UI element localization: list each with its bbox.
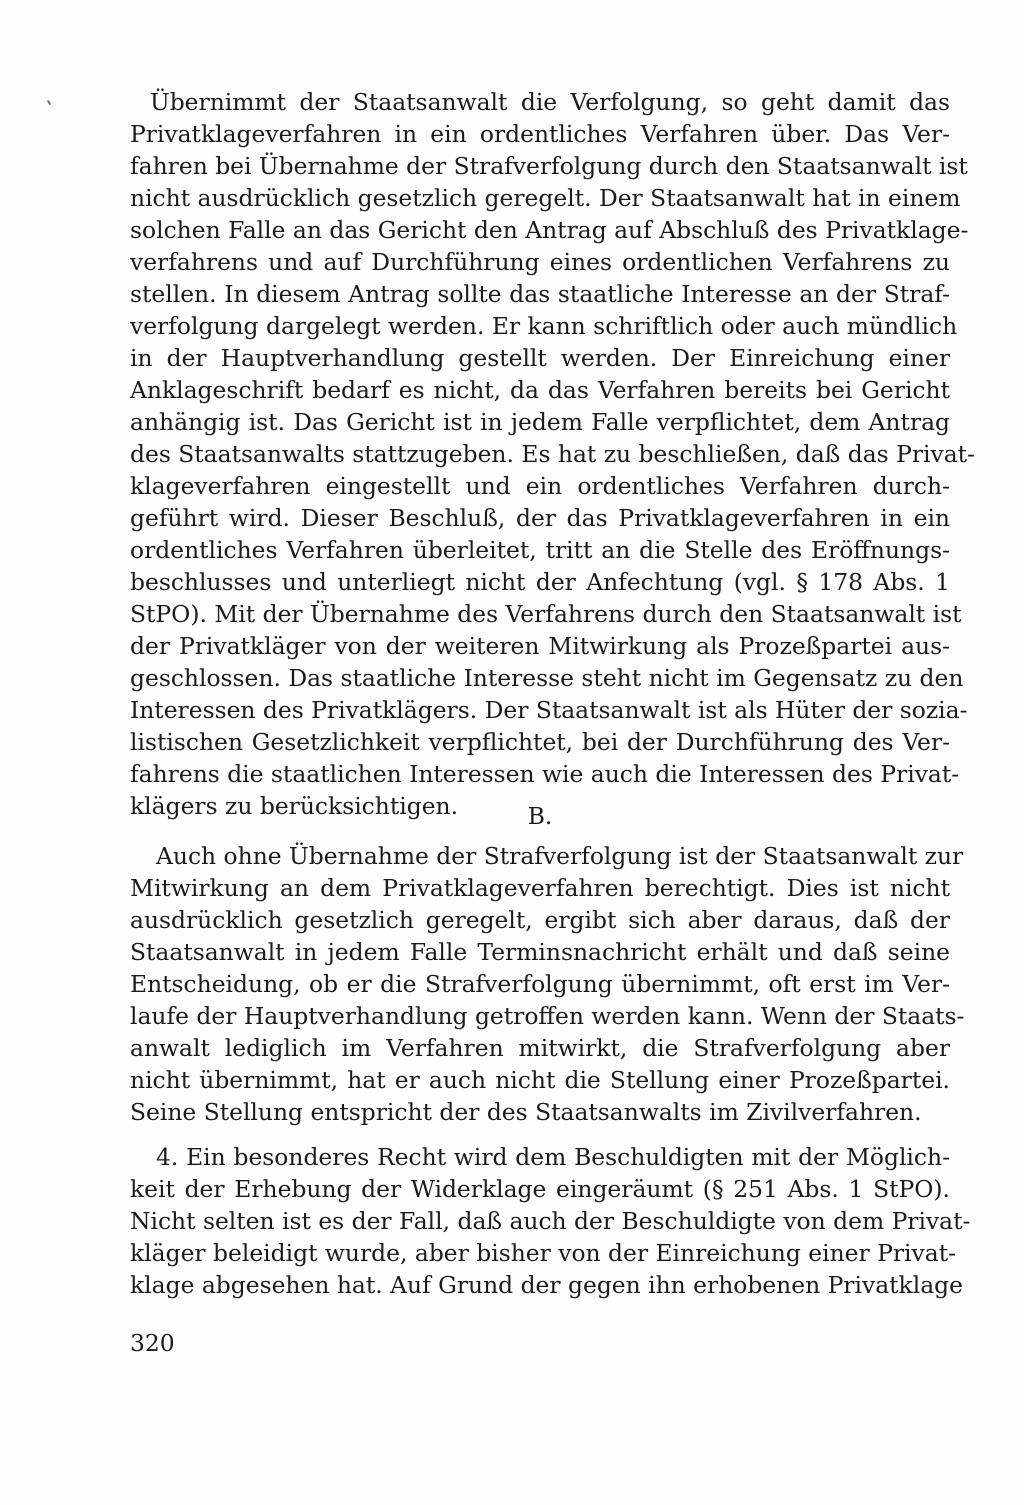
text-line: klageverfahren eingestellt und ein ordentliches Verfahren durch- (130, 472, 950, 500)
text-line: Privatklageverfahren in ein ordentliches Verfahren über. Das Ver- (130, 120, 950, 148)
paragraph-participation (130, 840, 965, 1128)
text-line: nicht ausdrücklich gesetzlich geregelt. Der Staatsanwalt hat in einem (130, 184, 961, 212)
text-line: Übernimmt der Staatsanwalt die Verfolgung, so geht damit das (150, 88, 950, 116)
text-line: Nicht selten ist es der Fall, daß auch der Beschuldigte von dem Privat- (130, 1207, 971, 1235)
text-line: geführt wird. Dieser Beschluß, der das Privatklageverfahren in ein (130, 504, 950, 532)
text-line: verfahrens und auf Durchführung eines ordentlichen Verfahrens zu (130, 248, 950, 276)
text-line: solchen Falle an das Gericht den Antrag auf Abschluß des Privatklage- (130, 216, 969, 244)
text-line: anhängig ist. Das Gericht ist in jedem Falle verpflichtet, dem Antrag (130, 408, 950, 436)
scan-speck (47, 100, 51, 105)
text-line: 4. Ein besonderes Recht wird dem Beschuldigten mit der Möglich- (156, 1143, 950, 1171)
text-line: Staatsanwalt in jedem Falle Terminsnachricht erhält und daß seine (130, 938, 950, 966)
text-line: Auch ohne Übernahme der Strafverfolgung ist der Staatsanwalt zur (156, 842, 964, 870)
page-number: 320 (130, 1329, 175, 1357)
text-line: des Staatsanwalts stattzugeben. Es hat zu beschließen, daß das Privat- (130, 440, 975, 468)
text-line: StPO). Mit der Übernahme des Verfahrens durch den Staatsanwalt ist (130, 600, 962, 628)
text-line: keit der Erhebung der Widerklage eingeräumt (§ 251 Abs. 1 StPO). (130, 1175, 950, 1203)
text-line: Seine Stellung entspricht der des Staatsanwalts im Zivilverfahren. (130, 1098, 922, 1126)
text-line: Anklageschrift bedarf es nicht, da das Verfahren bereits bei Gericht (130, 376, 950, 404)
text-line: verfolgung dargelegt werden. Er kann schriftlich oder auch mündlich (130, 312, 958, 340)
text-line: kläger beleidigt wurde, aber bisher von der Einreichung einer Privat- (130, 1239, 956, 1267)
text-line: der Privatkläger von der weiteren Mitwirkung als Prozeßpartei aus- (130, 632, 950, 660)
text-line: Interessen des Privatklägers. Der Staatsanwalt ist als Hüter der sozia- (130, 696, 968, 724)
paragraph-takeover (130, 86, 975, 822)
text-line: fahren bei Übernahme der Strafverfolgung durch den Staatsanwalt ist (130, 152, 968, 180)
text-line: stellen. In diesem Antrag sollte das staatliche Interesse an der Straf- (130, 280, 950, 308)
text-line: Entscheidung, ob er die Strafverfolgung übernimmt, oft erst im Ver- (130, 970, 950, 998)
text-line: Mitwirkung an dem Privatklageverfahren berechtigt. Dies ist nicht (130, 874, 950, 902)
text-line: listischen Gesetzlichkeit verpflichtet, bei der Durchführung des Ver- (130, 728, 950, 756)
text-line: anwalt lediglich im Verfahren mitwirkt, die Strafverfolgung aber (130, 1034, 950, 1062)
paragraph-counterclaim (130, 1141, 971, 1301)
text-line: fahrens die staatlichen Interessen wie auch die Interessen des Privat- (130, 760, 960, 788)
text-line: laufe der Hauptverhandlung getroffen werden kann. Wenn der Staats- (130, 1002, 965, 1030)
text-line: geschlossen. Das staatliche Interesse steht nicht im Gegensatz zu den (130, 664, 964, 692)
text-line: ordentliches Verfahren überleitet, tritt an die Stelle des Eröffnungs- (130, 536, 950, 564)
text-line: klägers zu berücksichtigen. (130, 792, 459, 820)
text-line: ausdrücklich gesetzlich geregelt, ergibt sich aber daraus, daß der (130, 906, 950, 934)
text-line: klage abgesehen hat. Auf Grund der gegen ihn erhobenen Privatklage (130, 1271, 963, 1299)
section-heading: B. (527, 802, 553, 830)
text-line: nicht übernimmt, hat er auch nicht die Stellung einer Prozeßpartei. (130, 1066, 950, 1094)
text-line: in der Hauptverhandlung gestellt werden. Der Einreichung einer (130, 344, 950, 372)
text-line: beschlusses und unterliegt nicht der Anfechtung (vgl. § 178 Abs. 1 (130, 568, 950, 596)
